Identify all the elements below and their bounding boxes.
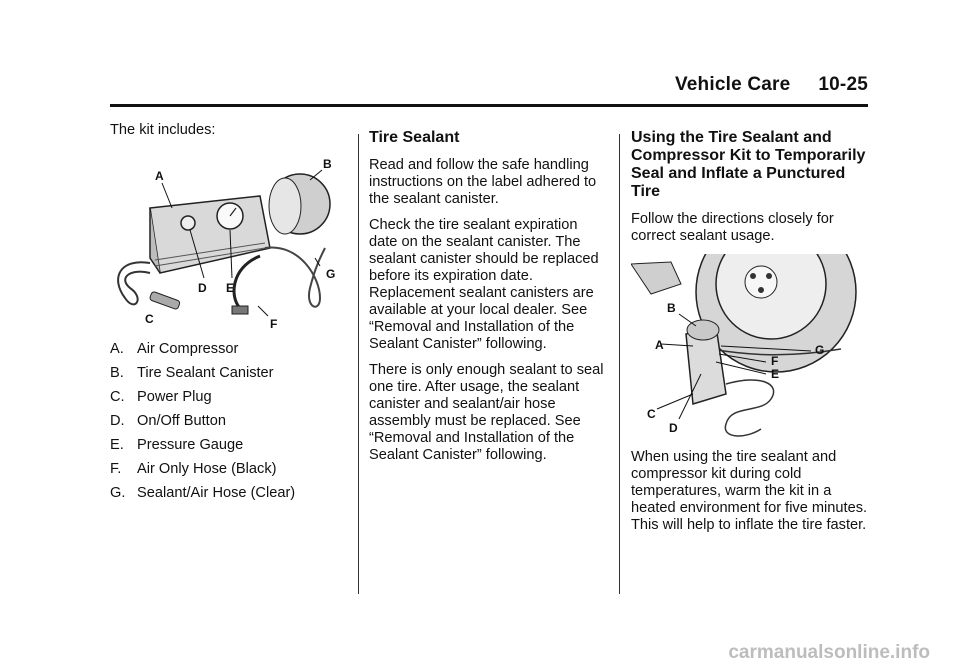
column-tire-sealant (369, 122, 609, 473)
list-item: F. Air Only Hose (Black) (110, 461, 277, 477)
using-kit-heading: Using the Tire Sealant and Compressor Kit to Temporarily Seal and Inflate a Punctured Tire (631, 129, 866, 200)
column-divider (358, 134, 359, 594)
lug-nut (766, 273, 772, 279)
power-plug-drawing (149, 291, 180, 310)
lug-nut (758, 287, 764, 293)
fig-label-d: D (669, 421, 678, 435)
leader-line (258, 306, 268, 316)
leader-line (679, 314, 696, 326)
list-item: C. Power Plug (110, 389, 212, 405)
on-off-button-drawing (181, 216, 195, 230)
list-item: E. Pressure Gauge (110, 437, 244, 453)
paragraph: When using the tire sealant and compressor kit during cold temperatures, warm the kit in a heated environment for five minutes. This will help to inflate the tire faster. (631, 449, 868, 533)
fig-label-f: F (270, 317, 278, 328)
air-only-hose-drawing (234, 256, 260, 308)
column-divider (619, 134, 620, 594)
fig-label-b: B (667, 301, 676, 315)
hub-drawing (745, 266, 777, 298)
fender-drawing (631, 262, 681, 294)
fig-label-b: B (323, 157, 332, 171)
power-cord (118, 262, 150, 304)
fig-label-c: C (145, 312, 154, 326)
fig-label-g: G (815, 343, 825, 357)
fig-label-f: F (771, 354, 779, 368)
column-kit-contents (110, 122, 338, 509)
usage-figure (631, 254, 871, 449)
usage-illustration (631, 254, 861, 444)
kit-items-list (110, 341, 338, 502)
paragraph: Read and follow the safe handling instructions on the label adhered to the sealant canister. (369, 157, 597, 207)
tire-sealant-heading: Tire Sealant (369, 129, 460, 146)
page-header (0, 74, 868, 96)
list-item: A. Air Compressor (110, 341, 239, 357)
fig-label-d: D (198, 281, 207, 295)
kit-illustration (110, 148, 338, 328)
kit-intro: The kit includes: (110, 122, 216, 138)
fig-label-a: A (655, 338, 664, 352)
section-title: Vehicle Care (674, 74, 791, 95)
fig-label-e: E (226, 281, 235, 295)
canister-face (269, 178, 301, 234)
fig-label-c: C (647, 407, 656, 421)
watermark: carmanualsonline.info (728, 642, 930, 663)
paragraph: Check the tire sealant expiration date on the sealant canister. The sealant canister should be replaced before its expiration date. Replacement sealant canisters are available at your local dealer. See “Removal and Installation of the Sealant Canister” following. (369, 217, 599, 352)
header-rule (110, 104, 868, 107)
list-item: G. Sealant/Air Hose (Clear) (110, 485, 296, 501)
kit-figure (110, 148, 338, 333)
lug-nut (750, 273, 756, 279)
fig-label-a: A (155, 169, 164, 183)
hose-nozzle (232, 306, 248, 314)
fig-label-e: E (771, 367, 780, 381)
leader-line (162, 183, 172, 208)
list-item: D. On/Off Button (110, 413, 226, 429)
paragraph: Follow the directions closely for correct sealant usage. (631, 211, 834, 244)
sealant-air-hose-drawing (265, 248, 325, 307)
list-item: B. Tire Sealant Canister (110, 365, 274, 381)
paragraph: There is only enough sealant to seal one tire. After usage, the sealant canister and sealant/air hose assembly must be replaced. See “Removal and Installation of the Sealant Canister” following. (369, 362, 604, 463)
column-using-kit (631, 122, 871, 543)
fig-label-g: G (326, 267, 336, 281)
page-number: 10-25 (818, 74, 868, 95)
kit-power-cord (725, 380, 773, 436)
